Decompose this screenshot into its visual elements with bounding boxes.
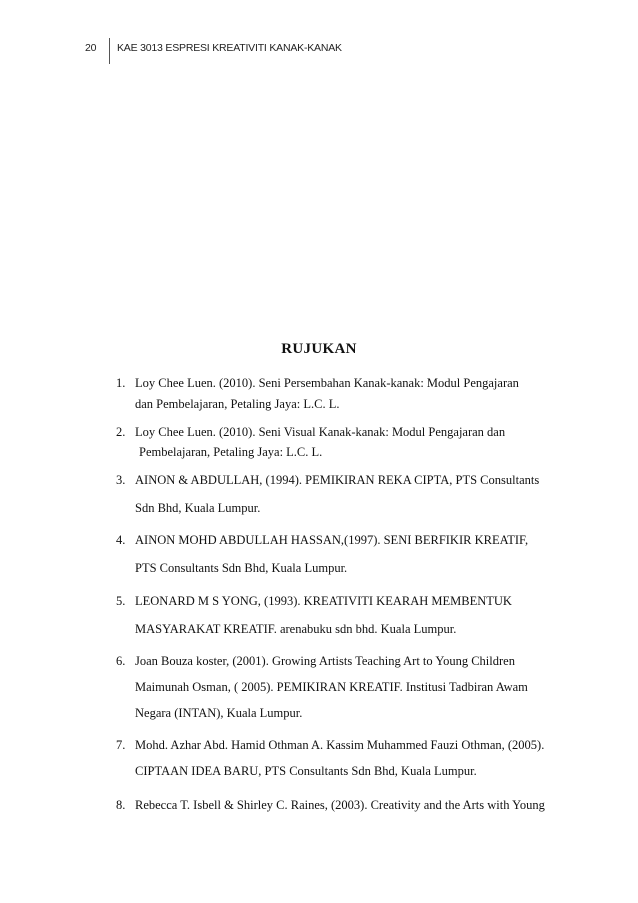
reference-line: Rebecca T. Isbell & Shirley C. Raines, (2003). Creativity and the Arts with Young [135, 798, 545, 812]
header-title: KAE 3013 ESPRESI KREATIVITI KANAK-KANAK [117, 42, 342, 54]
reference-line: Pembelajaran, Petaling Jaya: L.C. L. [139, 445, 323, 459]
reference-number: 8. [116, 798, 126, 812]
page-title: RUJUKAN [281, 341, 357, 357]
reference-number: 6. [116, 654, 126, 668]
reference-line: Joan Bouza koster, (2001). Growing Artists Teaching Art to Young Children [135, 654, 515, 668]
reference-line: Mohd. Azhar Abd. Hamid Othman A. Kassim Muhammed Fauzi Othman, (2005). [135, 738, 545, 752]
reference-line: Maimunah Osman, ( 2005). PEMIKIRAN KREATIF. Institusi Tadbiran Awam [135, 680, 528, 694]
reference-line: Loy Chee Luen. (2010). Seni Persembahan Kanak-kanak: Modul Pengajaran [135, 376, 519, 390]
reference-number: 2. [116, 425, 126, 439]
reference-line: AINON MOHD ABDULLAH HASSAN,(1997). SENI BERFIKIR KREATIF, [135, 533, 529, 547]
reference-line: Sdn Bhd, Kuala Lumpur. [135, 501, 261, 515]
reference-number: 1. [116, 376, 126, 390]
reference-line: LEONARD M S YONG, (1993). KREATIVITI KEARAH MEMBENTUK [135, 594, 512, 608]
reference-number: 7. [116, 738, 126, 752]
reference-number: 4. [116, 533, 126, 547]
reference-line: AINON & ABDULLAH, (1994). PEMIKIRAN REKA CIPTA, PTS Consultants [135, 473, 540, 487]
reference-number: 3. [116, 473, 126, 487]
page-number: 20 [85, 42, 97, 54]
reference-line: PTS Consultants Sdn Bhd, Kuala Lumpur. [135, 561, 348, 575]
reference-line: MASYARAKAT KREATIF. arenabuku sdn bhd. Kuala Lumpur. [135, 622, 457, 636]
reference-line: dan Pembelajaran, Petaling Jaya: L.C. L. [135, 397, 340, 411]
reference-number: 5. [116, 594, 126, 608]
reference-line: Loy Chee Luen. (2010). Seni Visual Kanak-kanak: Modul Pengajaran dan [135, 425, 506, 439]
reference-line: Negara (INTAN), Kuala Lumpur. [135, 706, 303, 720]
reference-line: CIPTAAN IDEA BARU, PTS Consultants Sdn Bhd, Kuala Lumpur. [135, 764, 477, 778]
